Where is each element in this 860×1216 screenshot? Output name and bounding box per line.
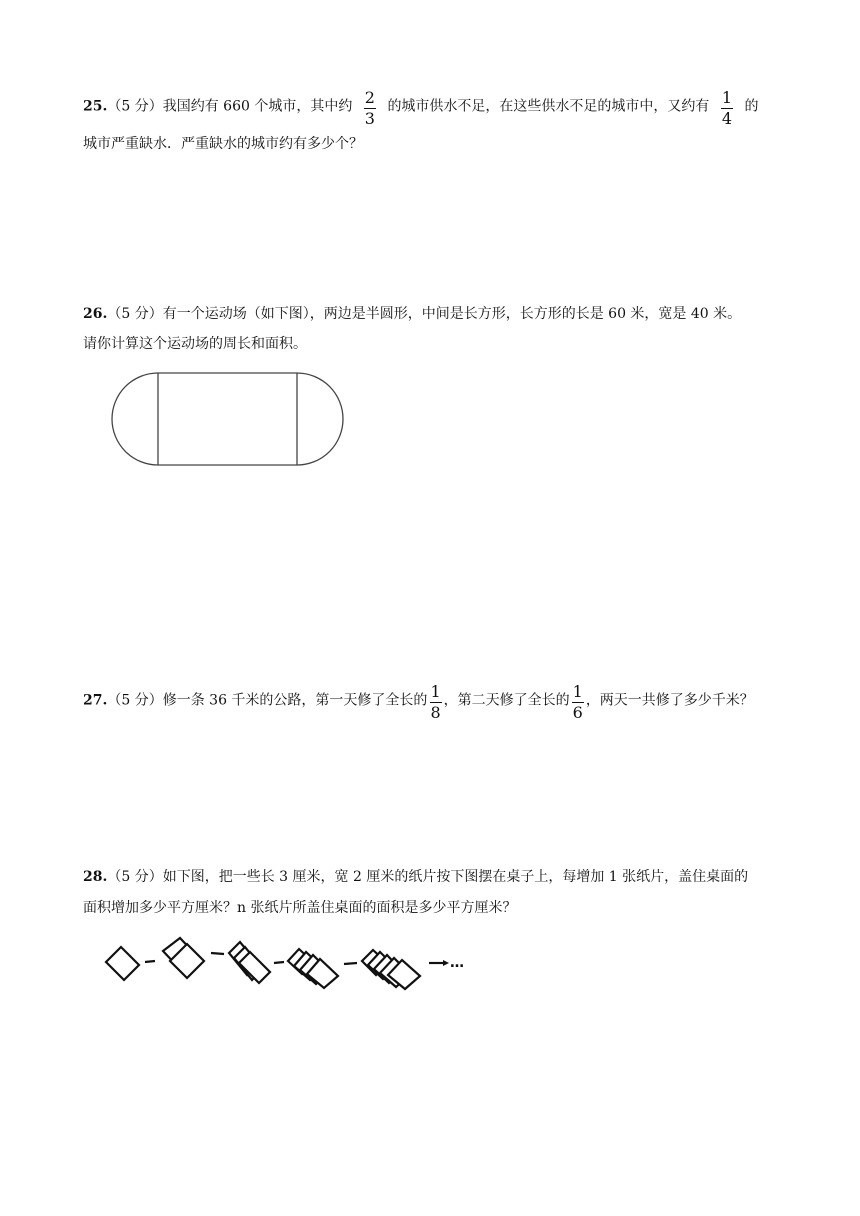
question-28-line-2: 面积增加多少平方厘米？n 张纸片所盖住桌面的面积是多少平方厘米？ (83, 900, 517, 916)
pattern-1-piece (106, 947, 139, 980)
fraction-one-sixth: $\frac{1}{6}$ (572, 682, 583, 722)
fraction-one-quarter: $\frac{1}{4}$ (721, 88, 733, 128)
question-26 (83, 303, 813, 355)
continuation-ellipsis: … (450, 955, 464, 971)
question-26-line-1: 26.（5 分）有一个运动场（如下图），两边是半圆形，中间是长方形，长方形的长是 60 米，宽是 40 米。 (83, 306, 742, 322)
question-text: 我国约有 660 个城市，其中约 (162, 98, 353, 115)
question-score: （5 分） (107, 692, 163, 709)
question-25 (83, 86, 813, 155)
question-number: 26 (83, 306, 103, 322)
question-27-line-1: 27.（5 分）修一条 36 千米的公路，第一天修了全长的 $\frac{1}{8}$ ，第二天修了全长的 $\frac{1}{6}$ ，两天一共修了多少千米？ (83, 682, 754, 722)
pattern-5-pieces (362, 950, 420, 989)
question-score: （5 分） (107, 869, 163, 885)
question-28-line-1: 28.（5 分）如下图，把一些长 3 厘米，宽 2 厘米的纸片按下图摆在桌子上，每增加 1 张纸片，盖住桌面的 (83, 869, 749, 885)
question-score: （5 分） (107, 306, 163, 322)
paper-pieces-figure (100, 930, 470, 992)
question-28 (83, 866, 813, 919)
question-25-line-2: 城市严重缺水．严重缺水的城市约有多少个？ (83, 136, 363, 152)
pattern-2-pieces (163, 938, 204, 978)
question-text: 如下图，把一些长 3 厘米，宽 2 厘米的纸片按下图摆在桌子上，每增加 1 张纸片，盖住桌面的 (162, 869, 749, 885)
question-25-line-1: 25.（5 分）我国约有 660 个城市，其中约 $\frac{2}{3}$ 的城市供水不足，在这些供水不足的城市中，又约有 $\frac{1}{4}$ 的 (83, 88, 759, 128)
question-text: 有一个运动场（如下图），两边是半圆形，中间是长方形，长方形的长是 60 米，宽是 40 米。 (162, 306, 742, 322)
question-27 (83, 680, 813, 721)
question-score: （5 分） (107, 98, 163, 115)
question-text: ，第二天修了全长的 (443, 692, 570, 709)
fraction-two-thirds: $\frac{2}{3}$ (364, 88, 375, 128)
question-number: 28 (83, 869, 103, 885)
question-text: 的城市供水不足，在这些供水不足的城市中，又约有 (387, 98, 710, 115)
question-text: 的 (744, 98, 759, 115)
question-text: 修一条 36 千米的公路，第一天修了全长的 (162, 692, 428, 709)
fraction-one-eighth: $\frac{1}{8}$ (430, 682, 441, 722)
stadium-figure (105, 368, 350, 472)
question-number: 27 (83, 692, 103, 709)
question-number: 25 (83, 98, 103, 115)
pattern-3-pieces (229, 942, 270, 983)
question-text: ，两天一共修了多少千米？ (585, 692, 754, 709)
pattern-4-pieces (288, 949, 338, 988)
question-26-line-2: 请你计算这个运动场的周长和面积。 (83, 336, 307, 352)
